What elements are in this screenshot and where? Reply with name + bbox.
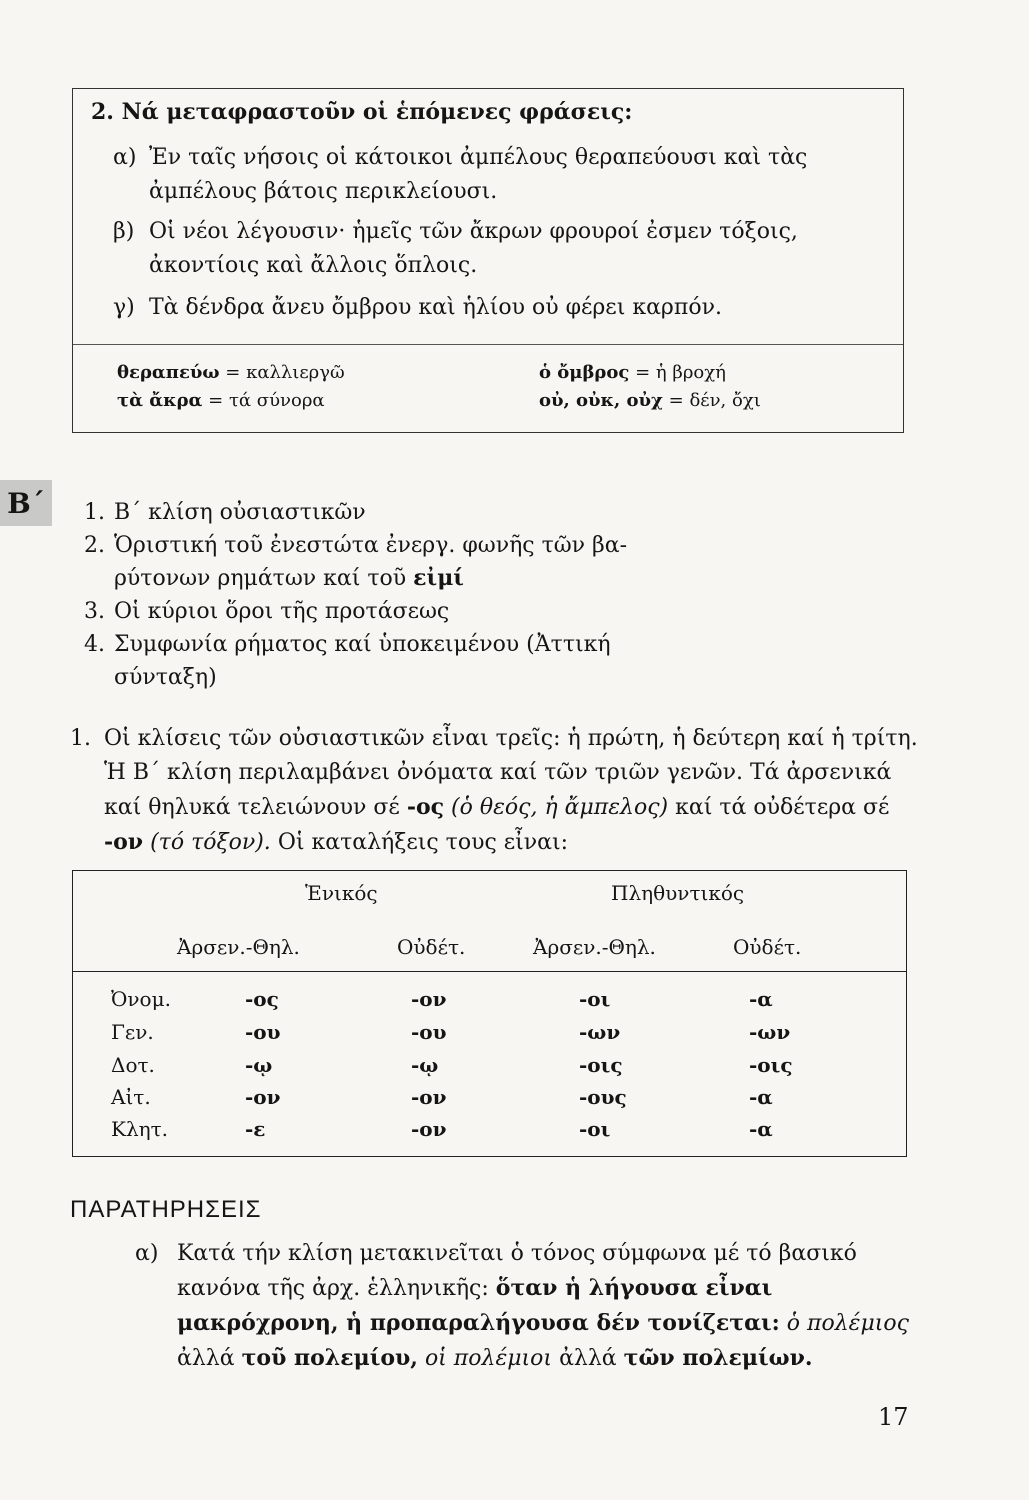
box-divider xyxy=(73,344,903,345)
phrase-line: Οἱ νέοι λέγουσιν· ἡμεῖς τῶν ἄκρων φρουροί ἐσμεν τόξοις, xyxy=(149,219,798,244)
header-masc-fem: Ἀρσεν.-Θηλ. xyxy=(533,935,656,959)
vocab-entry: ὁ ὄμβρος = ἡ βροχή xyxy=(539,362,726,383)
phrase-label: α) xyxy=(113,145,137,170)
vocab-entry: τὰ ἄκρα = τά σύνορα xyxy=(117,390,325,411)
header-masc-fem: Ἀρσεν.-Θηλ. xyxy=(177,935,300,959)
table-divider xyxy=(73,971,906,972)
phrase-line: Τὰ δένδρα ἄνευ ὄμβρου καὶ ἡλίου οὐ φέρει καρπόν. xyxy=(149,295,722,320)
endings-table: Ἑνικός Πληθυντικός Ἀρσεν.-Θηλ. Οὐδέτ. Ἀρσεν.-Θηλ. Οὐδέτ. Ὀνομ. -ος -ον -οι -α Γεν. -ου -ου -ων -ων Δοτ. -ῳ -ῳ -οις -οις Αἰτ. -ον -ον -ους -α Κλητ. -ε -ον -οι -α xyxy=(72,870,907,1157)
topic-item: 4. Συμφωνία ρήματος καί ὑποκειμένου (Ἀττική σύνταξη) xyxy=(84,632,611,690)
observation-a: α) Κατά τήν κλίση μετακινεῖται ὁ τόνος σύμφωνα μέ τό βασικό κανόνα τῆς ἀρχ. ἑλληνικῆς: ὅταν ἡ λήγουσα εἶναι μακρόχρονη, ἡ προπαραλήγουσα δέν τονίζεται: ὁ πολέμιος ἀλλά τοῦ πολεμίου, οἱ πολέμιοι ἀλλά τῶν πολεμίων. xyxy=(135,1241,909,1371)
header-neuter: Οὐδέτ. xyxy=(733,935,802,959)
phrase-line: ἀμπέλους βάτοις περικλείουσι. xyxy=(149,179,498,204)
header-plural: Πληθυντικός xyxy=(611,881,745,905)
header-singular: Ἑνικός xyxy=(305,881,378,905)
exercise-box xyxy=(72,88,904,433)
phrase-label: γ) xyxy=(113,295,135,320)
phrase-a xyxy=(113,141,893,209)
header-neuter: Οὐδέτ. xyxy=(397,935,466,959)
phrase-c xyxy=(113,291,893,325)
section-topics xyxy=(84,496,734,694)
section-tab: Β΄ xyxy=(0,480,52,526)
topic-item: 1. Β΄ κλίση οὐσιαστικῶν xyxy=(84,500,366,525)
topic-item: 2. Ὁριστική τοῦ ἐνεστώτα ἐνεργ. φωνῆς τῶν βα-ρύτονων ρημάτων καί τοῦ εἰμί xyxy=(84,533,628,591)
phrase-line: Ἐν ταῖς νήσοις οἱ κάτοικοι ἀμπέλους θεραπεύουσι καὶ τὰς xyxy=(149,145,808,170)
observations-title: ΠΑΡΑΤΗΡΗΣΕΙΣ xyxy=(70,1196,262,1223)
phrase-b xyxy=(113,215,893,283)
vocab-entry: οὐ, οὐκ, οὐχ = δέν, ὄχι xyxy=(539,390,761,411)
topic-item: 3. Οἱ κύριοι ὅροι τῆς προτάσεως xyxy=(84,599,450,624)
vocab-entry: θεραπεύω = καλλιεργῶ xyxy=(117,362,345,383)
phrase-line: ἀκοντίοις καὶ ἄλλοις ὅπλοις. xyxy=(149,253,478,278)
page-number: 17 xyxy=(878,1403,909,1431)
phrase-label: β) xyxy=(113,219,135,244)
exercise-title: 2. Νά μεταφραστοῦν οἱ ἑπόμενες φράσεις: xyxy=(91,99,633,125)
paragraph-declensions: 1. Οἱ κλίσεις τῶν οὐσιαστικῶν εἶναι τρεῖς: ἡ πρώτη, ἡ δεύτερη καί ἡ τρίτη. Ἡ Β΄ κλίση περιλαμβάνει ὀνόματα καί τῶν τριῶν γενῶν. Τά ἀρσενικά καί θηλυκά τελειώνουν σέ -ος (ὁ θεός, ἡ ἄμπελος) καί τά οὐδέτερα σέ -ον (τό τόξον). Οἱ καταλήξεις τους εἶναι: xyxy=(70,726,918,855)
